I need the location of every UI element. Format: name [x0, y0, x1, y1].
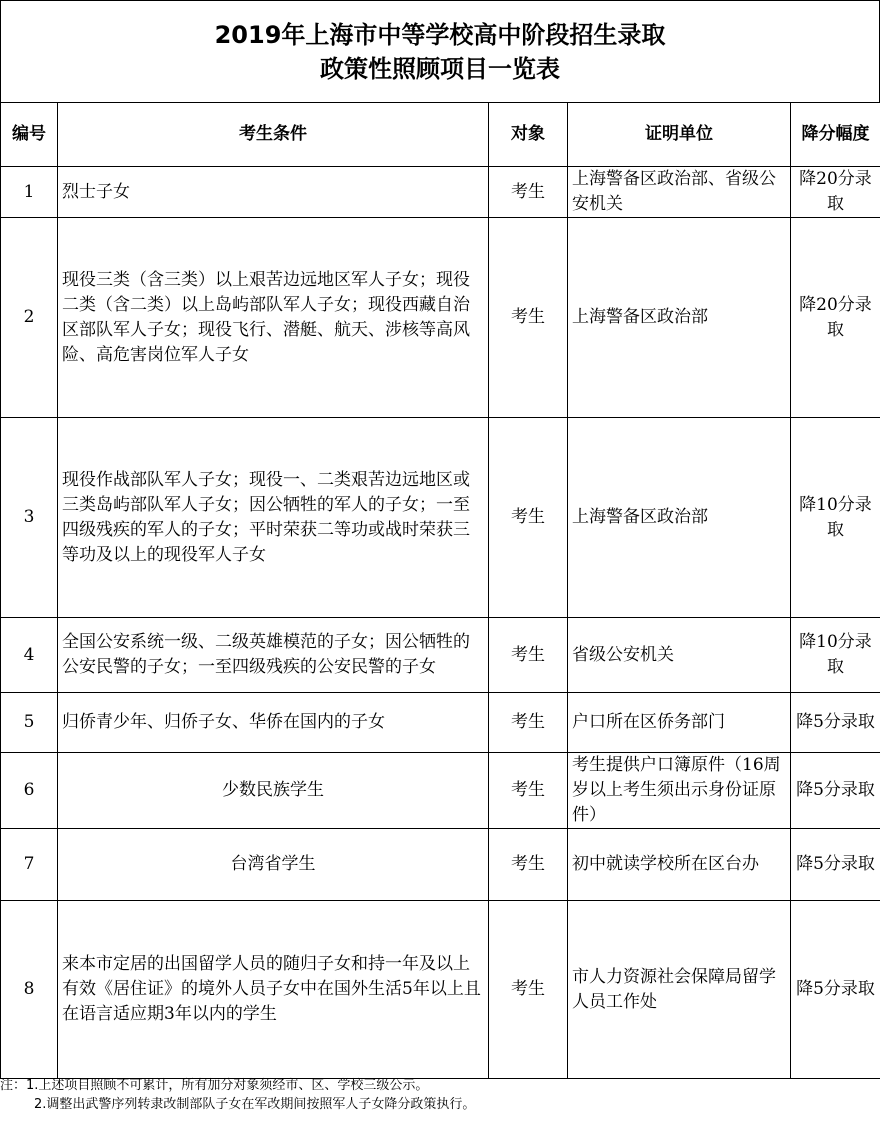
footnotes [0, 1076, 880, 1114]
row-condition: 台湾省学生 [58, 829, 489, 901]
header-object: 对象 [489, 103, 568, 167]
row-num: 8 [1, 901, 58, 1079]
footnote-1: 注：1.上述项目照顾不可累计，所有加分对象须经市、区、学校三级公示。 [0, 1078, 429, 1093]
row-unit: 省级公安机关 [568, 618, 791, 693]
row-object: 考生 [489, 829, 568, 901]
row-object: 考生 [489, 901, 568, 1079]
row-num: 2 [1, 218, 58, 418]
row-condition: 全国公安系统一级、二级英雄模范的子女；因公牺牲的公安民警的子女；一至四级残疾的公安民警的子女 [58, 618, 489, 693]
table-row [1, 167, 880, 218]
footnote-2: 2.调整出武警序列转隶改制部队子女在军改期间按照军人子女降分政策执行。 [34, 1097, 476, 1112]
row-reduction: 降5分录取 [791, 753, 880, 829]
table-row [1, 693, 880, 753]
row-reduction: 降5分录取 [791, 693, 880, 753]
row-reduction: 降10分录取 [791, 618, 880, 693]
row-object: 考生 [489, 753, 568, 829]
row-unit: 户口所在区侨务部门 [568, 693, 791, 753]
header-unit: 证明单位 [568, 103, 791, 167]
row-num: 7 [1, 829, 58, 901]
row-num: 3 [1, 418, 58, 618]
row-object: 考生 [489, 418, 568, 618]
row-unit: 上海警备区政治部 [568, 418, 791, 618]
table-row [1, 618, 880, 693]
row-num: 6 [1, 753, 58, 829]
row-reduction: 降5分录取 [791, 829, 880, 901]
table-row [1, 753, 880, 829]
row-unit: 上海警备区政治部 [568, 218, 791, 418]
header-reduction: 降分幅度 [791, 103, 880, 167]
row-condition: 来本市定居的出国留学人员的随归子女和持一年及以上有效《居住证》的境外人员子女中在国外生活5年以上且在语言适应期3年以内的学生 [58, 901, 489, 1079]
table-row [1, 418, 880, 618]
row-condition: 烈士子女 [58, 167, 489, 218]
row-reduction: 降20分录取 [791, 167, 880, 218]
row-condition: 现役作战部队军人子女；现役一、二类艰苦边远地区或三类岛屿部队军人子女；因公牺牲的军人的子女；一至四级残疾的军人的子女；平时荣获二等功或战时荣获三等功及以上的现役军人子女 [58, 418, 489, 618]
row-unit: 初中就读学校所在区台办 [568, 829, 791, 901]
row-condition: 归侨青少年、归侨子女、华侨在国内的子女 [58, 693, 489, 753]
row-num: 1 [1, 167, 58, 218]
table-row [1, 901, 880, 1079]
row-unit: 考生提供户口簿原件（16周岁以上考生须出示身份证原件） [568, 753, 791, 829]
row-reduction: 降20分录取 [791, 218, 880, 418]
table-row [1, 829, 880, 901]
row-num: 5 [1, 693, 58, 753]
row-object: 考生 [489, 218, 568, 418]
row-object: 考生 [489, 618, 568, 693]
header-row [1, 103, 880, 167]
row-object: 考生 [489, 167, 568, 218]
table-title [0, 0, 880, 103]
row-object: 考生 [489, 693, 568, 753]
row-reduction: 降5分录取 [791, 901, 880, 1079]
row-unit: 市人力资源社会保障局留学人员工作处 [568, 901, 791, 1079]
title-line-2: 政策性照顾项目一览表 [320, 55, 560, 83]
row-condition: 少数民族学生 [58, 753, 489, 829]
row-reduction: 降10分录取 [791, 418, 880, 618]
header-condition: 考生条件 [58, 103, 489, 167]
title-line-1: 2019年上海市中等学校高中阶段招生录取 [214, 21, 666, 49]
table-row [1, 218, 880, 418]
row-condition: 现役三类（含三类）以上艰苦边远地区军人子女；现役二类（含二类）以上岛屿部队军人子女；现役西藏自治区部队军人子女；现役飞行、潜艇、航天、涉核等高风险、高危害岗位军人子女 [58, 218, 489, 418]
row-unit: 上海警备区政治部、省级公安机关 [568, 167, 791, 218]
policy-table [0, 102, 880, 1079]
row-num: 4 [1, 618, 58, 693]
header-num: 编号 [1, 103, 58, 167]
